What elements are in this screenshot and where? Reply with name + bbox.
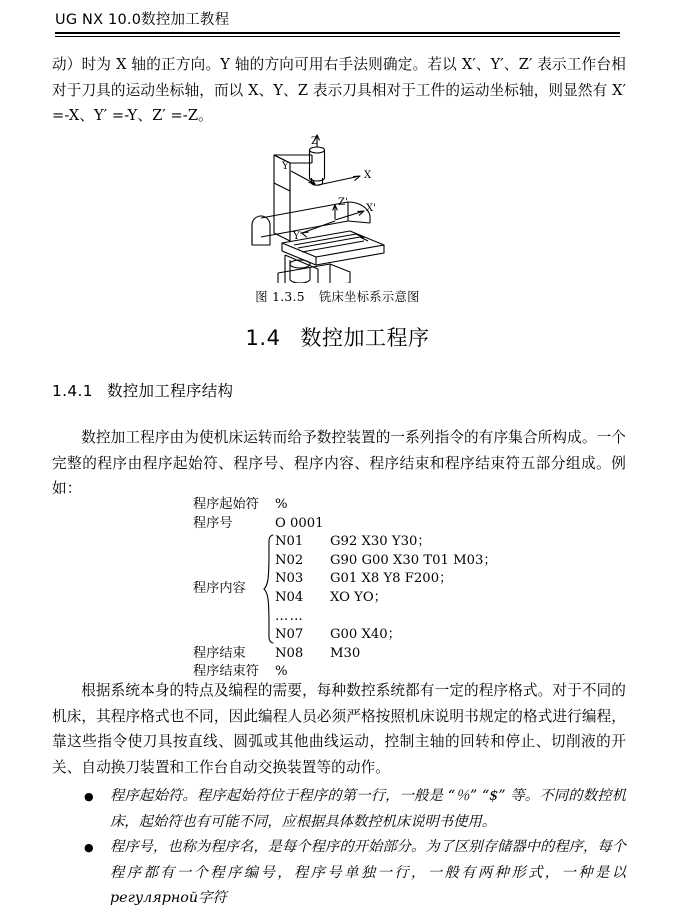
- figure-label-z: Z: [310, 136, 318, 147]
- list-item-text: 程序号，也称为程序名，是每个程序的开始部分。为了区别存储器中的程序，每个程序都有一个程序编号，程序号单独一行，一般有两种形式，一种是以регулярной字符: [110, 839, 626, 906]
- program-line-block: N04: [275, 589, 304, 605]
- program-line-code: XO YO；: [330, 589, 387, 605]
- program-end-block: N08: [275, 645, 304, 661]
- curly-brace-icon: [262, 533, 275, 645]
- program-line-code: G00 X40；: [330, 627, 401, 643]
- program-end-code: M30: [330, 645, 361, 661]
- intro-paragraph: 动）时为 X 轴的正方向。Y 轴的方向可用右手法则确定。若以 X′、Y′、Z′ 表示工作台相对于刀具的运动坐标轴，而以 X、Y、Z 表示刀具相对于工件的运动坐标轴，则显然有 X′ =-X、Y′ =-Y、Z′ =-Z。: [52, 56, 626, 124]
- program-line-block: N01: [275, 534, 304, 550]
- header-title: UG NX 10.0数控加工教程: [55, 12, 230, 28]
- figure-label-y-prime: Y': [292, 231, 302, 242]
- section-number: 1.4: [245, 326, 281, 350]
- program-line-code: G90 G00 X30 T01 M03；: [330, 552, 497, 568]
- program-number-label: 程序号: [193, 515, 233, 531]
- paragraph-structure-container: [52, 425, 626, 502]
- program-end-row: [193, 645, 497, 664]
- program-line-code: G01 X8 Y8 F200；: [330, 571, 453, 587]
- program-end-symbol-value: %: [275, 664, 288, 680]
- milling-machine-coordinate-diagram: [238, 133, 438, 283]
- header-rule-thin: [55, 36, 620, 37]
- section-title: 数控加工程序: [300, 326, 430, 350]
- paragraph-format-container: [52, 678, 626, 780]
- subsection-heading: [52, 379, 233, 401]
- bullet-dot-icon: ●: [84, 790, 94, 803]
- program-line: [275, 570, 497, 589]
- figure-label-y: Y: [281, 161, 289, 172]
- bullet-list: [52, 784, 626, 912]
- program-line-block: N03: [275, 571, 304, 587]
- program-line-block: N02: [275, 552, 304, 568]
- paragraph-structure: 数控加工程序由为使机床运转而给予数控装置的一系列指令的有序集合所构成。一个完整的程序由程序起始符、程序号、程序内容、程序结束和程序结束符五部分组成。例如：: [52, 429, 626, 497]
- page-header: [55, 8, 620, 37]
- subsection-number: 1.4.1: [52, 382, 93, 400]
- figure-label-x-prime: X': [365, 203, 376, 214]
- program-content-group: [193, 533, 497, 645]
- bullet-dot-icon: ●: [84, 841, 94, 854]
- list-item: [52, 835, 626, 912]
- intro-paragraph-container: [52, 52, 626, 129]
- program-content-lines: [275, 533, 497, 645]
- program-line: [275, 589, 497, 608]
- program-end-symbol-label: 程序结束符: [193, 664, 259, 680]
- figure-caption: [0, 287, 675, 305]
- program-start-symbol-value: %: [275, 497, 288, 512]
- section-heading: [0, 322, 675, 352]
- subsection-title: 数控加工程序结构: [106, 382, 234, 400]
- program-line: [275, 552, 497, 571]
- figure-caption-text: 铣床坐标系示意图: [318, 290, 420, 304]
- program-content-label: 程序内容: [193, 580, 246, 596]
- figure-label-z-prime: Z': [337, 197, 348, 208]
- program-number-value: O 0001: [275, 515, 324, 531]
- program-line: [275, 626, 497, 645]
- program-line-block: ……: [275, 608, 305, 624]
- program-number-row: [193, 515, 497, 534]
- program-line: [275, 533, 497, 552]
- paragraph-format: 根据系统本身的特点及编程的需要，每种数控系统都有一定的程序格式。对于不同的机床，其程序格式也不同，因此编程人员必须严格按照机床说明书规定的格式进行编程，靠这些指令使刀具按直线、圆弧或其他曲线运动，控制主轴的回转和停止、切削液的开关、自动换刀装置和工作台自动交换装置等的动作。: [52, 682, 626, 776]
- list-item-text: 程序起始符。程序起始符位于程序的第一行，一般是 “％” “$” 等。不同的数控机床，起始符也有可能不同，应根据具体数控机床说明书使用。: [110, 788, 626, 830]
- list-item: [52, 784, 626, 835]
- program-line-code: G92 X30 Y30；: [330, 534, 431, 550]
- program-start-symbol-label: 程序起始符: [193, 497, 259, 512]
- program-line-block: N07: [275, 627, 304, 643]
- figure-label-x: X: [363, 170, 371, 181]
- program-end-label: 程序结束: [193, 645, 246, 661]
- figure-block: [0, 133, 675, 305]
- figure-caption-number: 图 1.3.5: [255, 290, 305, 304]
- program-start-symbol-row: [193, 496, 497, 515]
- program-line-ellipsis: [275, 608, 497, 627]
- program-listing: [193, 496, 497, 682]
- program-content-brace: [261, 533, 275, 645]
